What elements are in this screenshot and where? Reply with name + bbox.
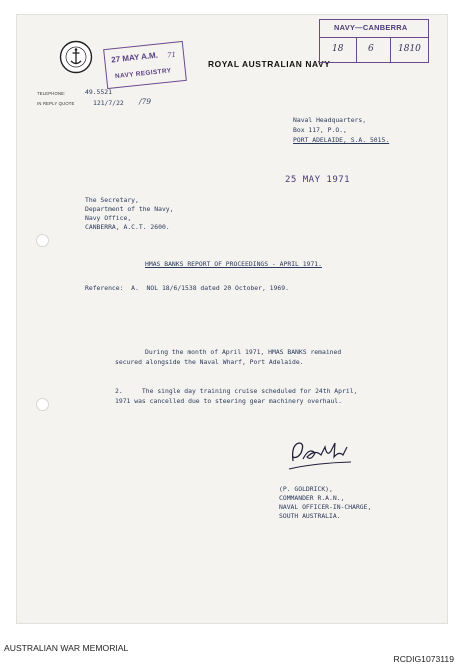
sender-address-line-1: Naval Headquarters, bbox=[293, 116, 367, 124]
signature bbox=[285, 435, 355, 477]
punch-hole-bottom bbox=[36, 398, 49, 411]
footer-record-id: RCDIG1073119 bbox=[393, 654, 454, 664]
reference-line: Reference: A. NOL 18/6/1538 dated 20 October, 1969. bbox=[85, 284, 289, 292]
paragraph-1-line-1: During the month of April 1971, HMAS BANKS remained bbox=[145, 348, 342, 356]
letterhead-title: ROYAL AUSTRALIAN NAVY bbox=[208, 59, 331, 69]
canberra-stamp-cell-2: 6 bbox=[368, 44, 374, 54]
signature-block-line-1: (P. GOLDRICK), bbox=[279, 485, 333, 493]
recipient-line-1: The Secretary, bbox=[85, 196, 139, 204]
canberra-stamp-cell-1: 18 bbox=[332, 44, 344, 54]
canberra-stamp-cell-3: 1810 bbox=[398, 44, 421, 54]
paragraph-1-line-2: secured alongside the Naval Wharf, Port Adelaide. bbox=[115, 358, 304, 366]
document-page bbox=[16, 14, 448, 624]
recipient-line-4: CANBERRA, A.C.T. 2600. bbox=[85, 223, 170, 231]
punch-hole-top bbox=[36, 234, 49, 247]
signature-block-line-2: COMMANDER R.A.N., bbox=[279, 494, 345, 502]
registry-stamp bbox=[103, 41, 187, 89]
telephone-number: 49.5521 bbox=[85, 88, 112, 96]
canberra-stamp-header: NAVY—CANBERRA bbox=[334, 23, 408, 32]
telephone-label: TELEPHONE: bbox=[37, 91, 66, 96]
paragraph-2-line-2: 1971 was cancelled due to steering gear machinery overhaul. bbox=[115, 397, 343, 405]
footer-archive-name: AUSTRALIAN WAR MEMORIAL bbox=[4, 643, 129, 653]
sender-address-line-2: Box 117, P.O., bbox=[293, 126, 347, 134]
navy-crest-icon bbox=[59, 40, 93, 74]
registry-stamp-year: 71 bbox=[166, 50, 177, 60]
date-stamp: 25 MAY 1971 bbox=[285, 175, 351, 185]
recipient-line-3: Navy Office, bbox=[85, 214, 132, 222]
signature-block-line-3: NAVAL OFFICER-IN-CHARGE, bbox=[279, 503, 372, 511]
reply-quote-label: IN REPLY QUOTE bbox=[37, 101, 75, 106]
registry-stamp-date: 27 MAY A.M. bbox=[110, 50, 159, 65]
paragraph-2-line-1: 2. The single day training cruise scheduled for 24th April, bbox=[115, 387, 358, 395]
sender-address-line-3: PORT ADELAIDE, S.A. 5015. bbox=[293, 136, 390, 144]
registry-stamp-text: NAVY REGISTRY bbox=[114, 67, 172, 81]
file-reference: 121/7/22 bbox=[93, 99, 124, 107]
recipient-line-2: Department of the Navy, bbox=[85, 205, 174, 213]
subject-line: HMAS BANKS REPORT OF PROCEEDINGS - APRIL 1971. bbox=[145, 260, 322, 268]
signature-block-line-4: SOUTH AUSTRALIA. bbox=[279, 512, 341, 520]
file-reference-suffix: /79 bbox=[139, 97, 152, 106]
navy-canberra-stamp bbox=[319, 19, 429, 63]
